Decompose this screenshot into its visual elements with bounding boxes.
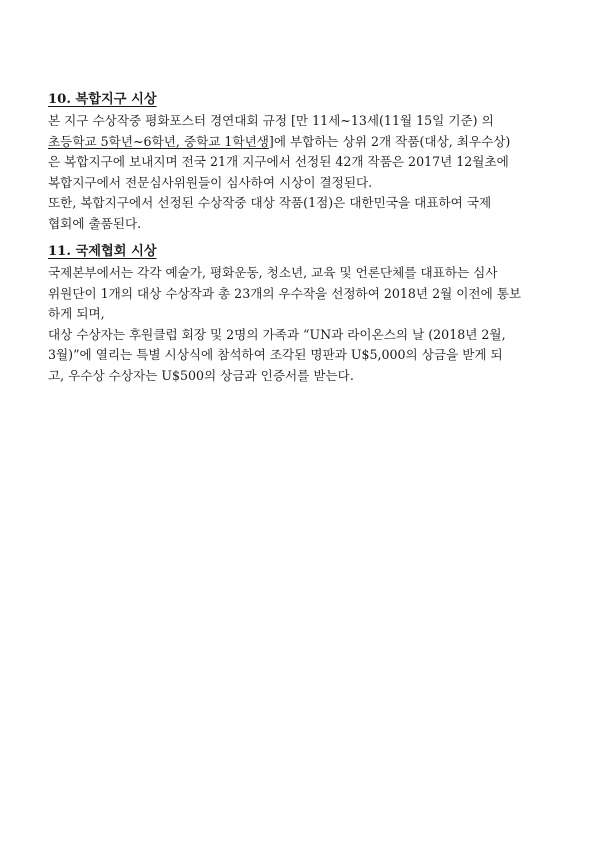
section-district-award — [48, 90, 568, 234]
paragraph-line: 하게 되며, — [48, 306, 105, 321]
paragraph-line: 또한, 복합지구에서 선정된 수상작중 대상 작품(1점)은 대한민국을 대표하여 국제 — [48, 195, 492, 210]
paragraph-line: 고, 우수상 수상자는 U$500의 상금과 인증서를 받는다. — [48, 367, 354, 383]
paragraph-line: 대상 수상자는 후원클럽 회장 및 2명의 가족과 “UN과 라이온스의 날 (2018년 2월, — [48, 326, 506, 342]
section-international-award — [48, 242, 568, 386]
paragraph-line: 은 복합지구에 보내지며 전국 21개 지구에서 선정된 42개 작품은 2017년 12월초에 — [48, 154, 509, 169]
paragraph-line: 위원단이 1개의 대상 수상작과 총 23개의 우수작을 선정하여 2018년 2월 이전에 통보 — [48, 285, 522, 301]
section-heading: 10. 복합지구 시상 — [48, 92, 157, 107]
line-continuation: ]에 부합하는 상위 2개 작품(대상, 최우수상) — [268, 133, 511, 149]
section-heading: 11. 국제협회 시상 — [48, 244, 157, 259]
section-paragraph — [48, 263, 568, 386]
paragraph-line — [48, 132, 568, 153]
section-paragraph — [48, 111, 568, 234]
underlined-grade-text: 초등학교 5학년~6학년, 중학교 1학년생 — [48, 133, 269, 149]
paragraph-line: 국제본부에서는 각각 예술가, 평화운동, 청소년, 교육 및 언론단체를 대표하는 심사 — [48, 265, 498, 280]
paragraph-line: 협회에 출품된다. — [48, 215, 142, 231]
paragraph-line: 본 지구 수상작중 평화포스터 경연대회 규정 [만 11세~13세(11월 15일 기준) 의 — [48, 113, 494, 128]
paragraph-line: 복합지구에서 전문심사위원들이 심사하여 시상이 결정된다. — [48, 174, 373, 190]
paragraph-line: 3월)”에 열리는 특별 시상식에 참석하여 조각된 명판과 U$5,000의 상금을 받게 되 — [48, 347, 503, 362]
